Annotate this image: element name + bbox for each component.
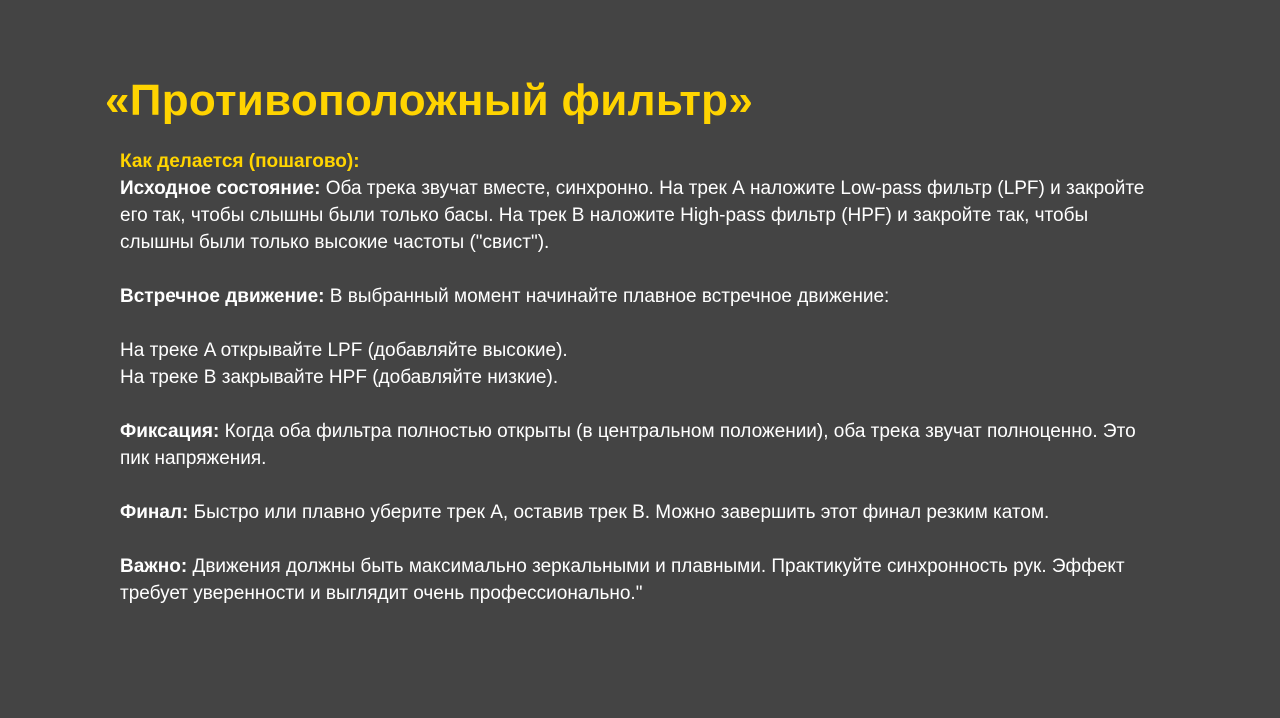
- final-label: Финал:: [120, 502, 189, 523]
- final-paragraph: [120, 499, 1160, 526]
- slide-title: «Противоположный фильтр»: [105, 76, 754, 125]
- important-paragraph: [120, 553, 1160, 607]
- initial-state-label: Исходное состояние:: [120, 178, 321, 199]
- important-text: Движения должны быть максимально зеркальными и плавными. Практикуйте синхронность рук. Эффект требует уверенности и выглядит очень профессионально.": [120, 556, 1125, 604]
- subheading: Как делается (пошагово):: [120, 151, 360, 172]
- counter-movement-paragraph: [120, 283, 1160, 310]
- slide-content: [120, 148, 1160, 607]
- final-text: Быстро или плавно уберите трек A, оставив трек B. Можно завершить этот финал резким катом.: [188, 502, 1050, 523]
- important-label: Важно:: [120, 556, 188, 577]
- initial-state-paragraph: [120, 175, 1160, 256]
- step-track-b: На треке B закрывайте HPF (добавляйте низкие).: [120, 367, 559, 388]
- counter-movement-text: В выбранный момент начинайте плавное встречное движение:: [324, 286, 890, 307]
- initial-state-text: Оба трека звучат вместе, синхронно. На трек А наложите Low-pass фильтр (LPF) и закройте его так, чтобы слышны были только басы. На трек B наложите High-pass фильтр (HPF) и закройте так, чтобы слышны были только высокие частоты ("свист").: [120, 178, 1145, 253]
- spacer: [120, 391, 1160, 418]
- fixation-text: Когда оба фильтра полностью открыты (в центральном положении), оба трека звучат полноценно. Это пик напряжения.: [120, 421, 1136, 469]
- step-track-a: На треке A открывайте LPF (добавляйте высокие).: [120, 340, 568, 361]
- fixation-paragraph: [120, 418, 1160, 472]
- spacer: [120, 472, 1160, 499]
- spacer: [120, 256, 1160, 283]
- spacer: [120, 526, 1160, 553]
- spacer: [120, 310, 1160, 337]
- counter-movement-label: Встречное движение:: [120, 286, 325, 307]
- fixation-label: Фиксация:: [120, 421, 220, 442]
